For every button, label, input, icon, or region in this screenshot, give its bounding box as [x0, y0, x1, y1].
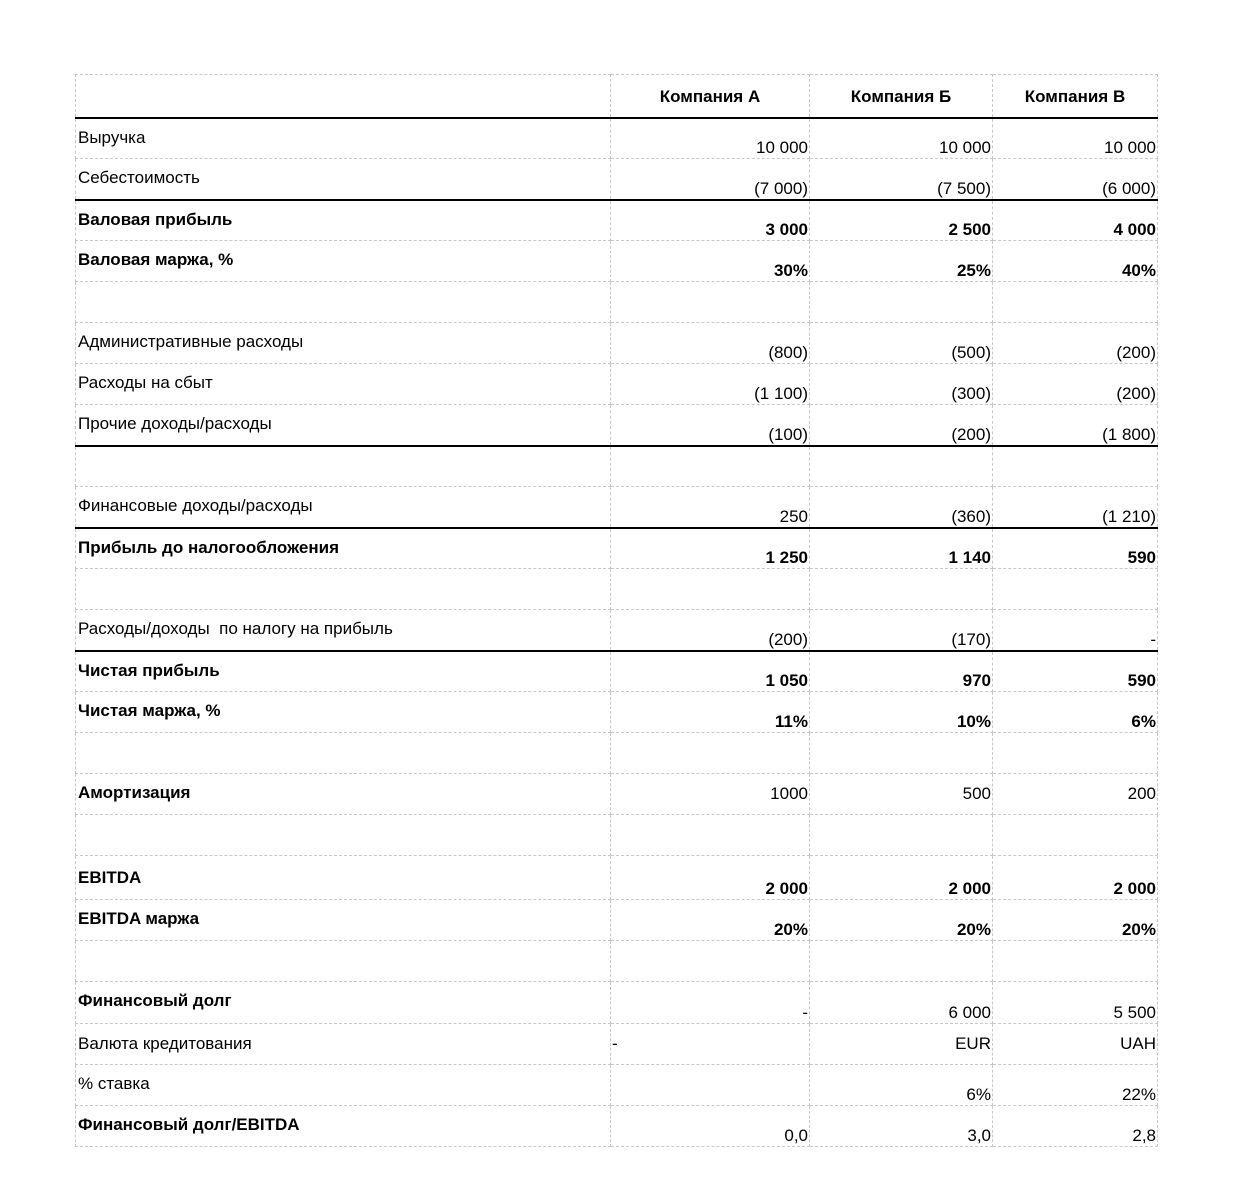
- row-label[interactable]: Чистая маржа, %: [76, 692, 611, 733]
- table-row-ebitda: [76, 856, 1158, 900]
- cell-company-a[interactable]: 0,0: [611, 1106, 810, 1147]
- cell-company-a[interactable]: 3 000: [611, 200, 810, 241]
- cell-company-v[interactable]: [993, 815, 1158, 856]
- table-row-selling-expenses: [76, 364, 1158, 405]
- cell-company-v[interactable]: (200): [993, 323, 1158, 364]
- cell-company-v[interactable]: 200: [993, 774, 1158, 815]
- row-label[interactable]: Валюта кредитования: [76, 1024, 611, 1065]
- cell-company-a[interactable]: 1000: [611, 774, 810, 815]
- table-row-revenue: [76, 118, 1158, 159]
- cell-company-v[interactable]: [993, 446, 1158, 487]
- cell-company-a[interactable]: 11%: [611, 692, 810, 733]
- cell-company-b[interactable]: 3,0: [810, 1106, 993, 1147]
- table-row-profit-before-tax: [76, 528, 1158, 569]
- table-row-financial-income-expenses: [76, 487, 1158, 528]
- cell-company-v[interactable]: [993, 569, 1158, 610]
- row-label[interactable]: Расходы/доходы по налогу на прибыль: [76, 610, 611, 651]
- cell-company-b[interactable]: (500): [810, 323, 993, 364]
- cell-company-b[interactable]: [810, 815, 993, 856]
- cell-company-a[interactable]: 20%: [611, 900, 810, 941]
- row-label[interactable]: Выручка: [76, 118, 611, 159]
- cell-company-a[interactable]: 1 250: [611, 528, 810, 569]
- table-row-empty: [76, 569, 1158, 610]
- header-row: [76, 75, 1158, 118]
- cell-company-v[interactable]: 5 500: [993, 982, 1158, 1024]
- table-row-loan-currency: [76, 1024, 1158, 1065]
- table-row-depreciation: [76, 774, 1158, 815]
- row-label[interactable]: EBITDA: [76, 856, 611, 900]
- table-row-net-margin: [76, 692, 1158, 733]
- row-label[interactable]: Финансовый долг: [76, 982, 611, 1024]
- cell-company-a[interactable]: [611, 941, 810, 982]
- row-label[interactable]: [76, 941, 611, 982]
- table-row-gross-margin: [76, 241, 1158, 282]
- cell-company-a[interactable]: [611, 1065, 810, 1106]
- cell-company-a[interactable]: 30%: [611, 241, 810, 282]
- cell-company-b[interactable]: 25%: [810, 241, 993, 282]
- cell-company-a[interactable]: (800): [611, 323, 810, 364]
- cell-company-b[interactable]: [810, 733, 993, 774]
- row-label[interactable]: [76, 815, 611, 856]
- cell-company-a[interactable]: -: [611, 982, 810, 1024]
- cell-company-b[interactable]: 970: [810, 651, 993, 692]
- header-cell-company-v[interactable]: Компания В: [993, 75, 1158, 118]
- cell-company-v[interactable]: 40%: [993, 241, 1158, 282]
- cell-company-b[interactable]: 2 000: [810, 856, 993, 900]
- cell-company-v[interactable]: UAH: [993, 1024, 1158, 1065]
- table-row-other-income-expenses: [76, 405, 1158, 446]
- table-row-empty: [76, 815, 1158, 856]
- cell-company-v[interactable]: 2,8: [993, 1106, 1158, 1147]
- cell-company-a[interactable]: 10 000: [611, 118, 810, 159]
- cell-company-a[interactable]: [611, 815, 810, 856]
- header-cell-company-b[interactable]: Компания Б: [810, 75, 993, 118]
- cell-company-v[interactable]: [993, 282, 1158, 323]
- cell-company-a[interactable]: [611, 569, 810, 610]
- cell-company-v[interactable]: 6%: [993, 692, 1158, 733]
- cell-company-a[interactable]: (100): [611, 405, 810, 446]
- table-row-ebitda-margin: [76, 900, 1158, 941]
- cell-company-b[interactable]: [810, 569, 993, 610]
- cell-company-b[interactable]: 20%: [810, 900, 993, 941]
- row-label[interactable]: Финансовые доходы/расходы: [76, 487, 611, 528]
- cell-company-b[interactable]: (170): [810, 610, 993, 651]
- cell-company-v[interactable]: (6 000): [993, 159, 1158, 200]
- row-label[interactable]: [76, 733, 611, 774]
- table-row-empty: [76, 446, 1158, 487]
- cell-company-v[interactable]: (1 800): [993, 405, 1158, 446]
- table-row-empty: [76, 282, 1158, 323]
- cell-company-a[interactable]: (7 000): [611, 159, 810, 200]
- cell-company-b[interactable]: 1 140: [810, 528, 993, 569]
- cell-company-v[interactable]: (1 210): [993, 487, 1158, 528]
- row-label[interactable]: [76, 569, 611, 610]
- row-label[interactable]: Прибыль до налогообложения: [76, 528, 611, 569]
- financial-comparison-table: [75, 74, 1158, 1147]
- cell-company-b[interactable]: (7 500): [810, 159, 993, 200]
- table-row-admin-expenses: [76, 323, 1158, 364]
- cell-company-v[interactable]: [993, 941, 1158, 982]
- row-label[interactable]: Прочие доходы/расходы: [76, 405, 611, 446]
- cell-company-b[interactable]: 6%: [810, 1065, 993, 1106]
- cell-company-b[interactable]: [810, 446, 993, 487]
- cell-company-b[interactable]: [810, 282, 993, 323]
- table-row-empty: [76, 733, 1158, 774]
- cell-company-b[interactable]: (200): [810, 405, 993, 446]
- row-label[interactable]: [76, 446, 611, 487]
- cell-company-v[interactable]: (200): [993, 364, 1158, 405]
- cell-company-v[interactable]: 590: [993, 651, 1158, 692]
- cell-company-a[interactable]: [611, 733, 810, 774]
- cell-company-a[interactable]: (1 100): [611, 364, 810, 405]
- table-row-net-profit: [76, 651, 1158, 692]
- table-row-interest-rate: [76, 1065, 1158, 1106]
- row-label[interactable]: Себестоимость: [76, 159, 611, 200]
- row-label[interactable]: [76, 282, 611, 323]
- cell-company-b[interactable]: 2 500: [810, 200, 993, 241]
- cell-company-b[interactable]: 6 000: [810, 982, 993, 1024]
- row-label[interactable]: Финансовый долг/EBITDA: [76, 1106, 611, 1147]
- table-row-empty: [76, 941, 1158, 982]
- cell-company-a[interactable]: [611, 282, 810, 323]
- row-label[interactable]: Расходы на сбыт: [76, 364, 611, 405]
- cell-company-b[interactable]: 10%: [810, 692, 993, 733]
- cell-company-a[interactable]: 2 000: [611, 856, 810, 900]
- cell-company-v[interactable]: 2 000: [993, 856, 1158, 900]
- cell-company-a[interactable]: 1 050: [611, 651, 810, 692]
- table-row-cost-of-sales: [76, 159, 1158, 200]
- cell-company-b[interactable]: (300): [810, 364, 993, 405]
- row-label[interactable]: Административные расходы: [76, 323, 611, 364]
- cell-company-b[interactable]: [810, 941, 993, 982]
- spreadsheet: [75, 74, 1157, 1147]
- cell-company-a[interactable]: (200): [611, 610, 810, 651]
- row-label[interactable]: EBITDA маржа: [76, 900, 611, 941]
- row-label[interactable]: Амортизация: [76, 774, 611, 815]
- cell-company-v[interactable]: 590: [993, 528, 1158, 569]
- cell-company-v[interactable]: [993, 733, 1158, 774]
- table-row-debt-to-ebitda: [76, 1106, 1158, 1147]
- table-row-gross-profit: [76, 200, 1158, 241]
- row-label[interactable]: % ставка: [76, 1065, 611, 1106]
- cell-company-v[interactable]: -: [993, 610, 1158, 651]
- cell-company-v[interactable]: 10 000: [993, 118, 1158, 159]
- table-row-income-tax: [76, 610, 1158, 651]
- cell-company-b[interactable]: EUR: [810, 1024, 993, 1065]
- cell-company-a[interactable]: -: [611, 1024, 810, 1065]
- header-cell-label[interactable]: [76, 75, 611, 118]
- cell-company-a[interactable]: [611, 446, 810, 487]
- table-row-financial-debt: [76, 982, 1158, 1024]
- cell-company-b[interactable]: 10 000: [810, 118, 993, 159]
- row-label[interactable]: Чистая прибыль: [76, 651, 611, 692]
- row-label[interactable]: Валовая прибыль: [76, 200, 611, 241]
- cell-company-v[interactable]: 4 000: [993, 200, 1158, 241]
- cell-company-b[interactable]: 500: [810, 774, 993, 815]
- cell-company-v[interactable]: 22%: [993, 1065, 1158, 1106]
- cell-company-b[interactable]: (360): [810, 487, 993, 528]
- row-label[interactable]: Валовая маржа, %: [76, 241, 611, 282]
- header-cell-company-a[interactable]: Компания А: [611, 75, 810, 118]
- cell-company-v[interactable]: 20%: [993, 900, 1158, 941]
- cell-company-a[interactable]: 250: [611, 487, 810, 528]
